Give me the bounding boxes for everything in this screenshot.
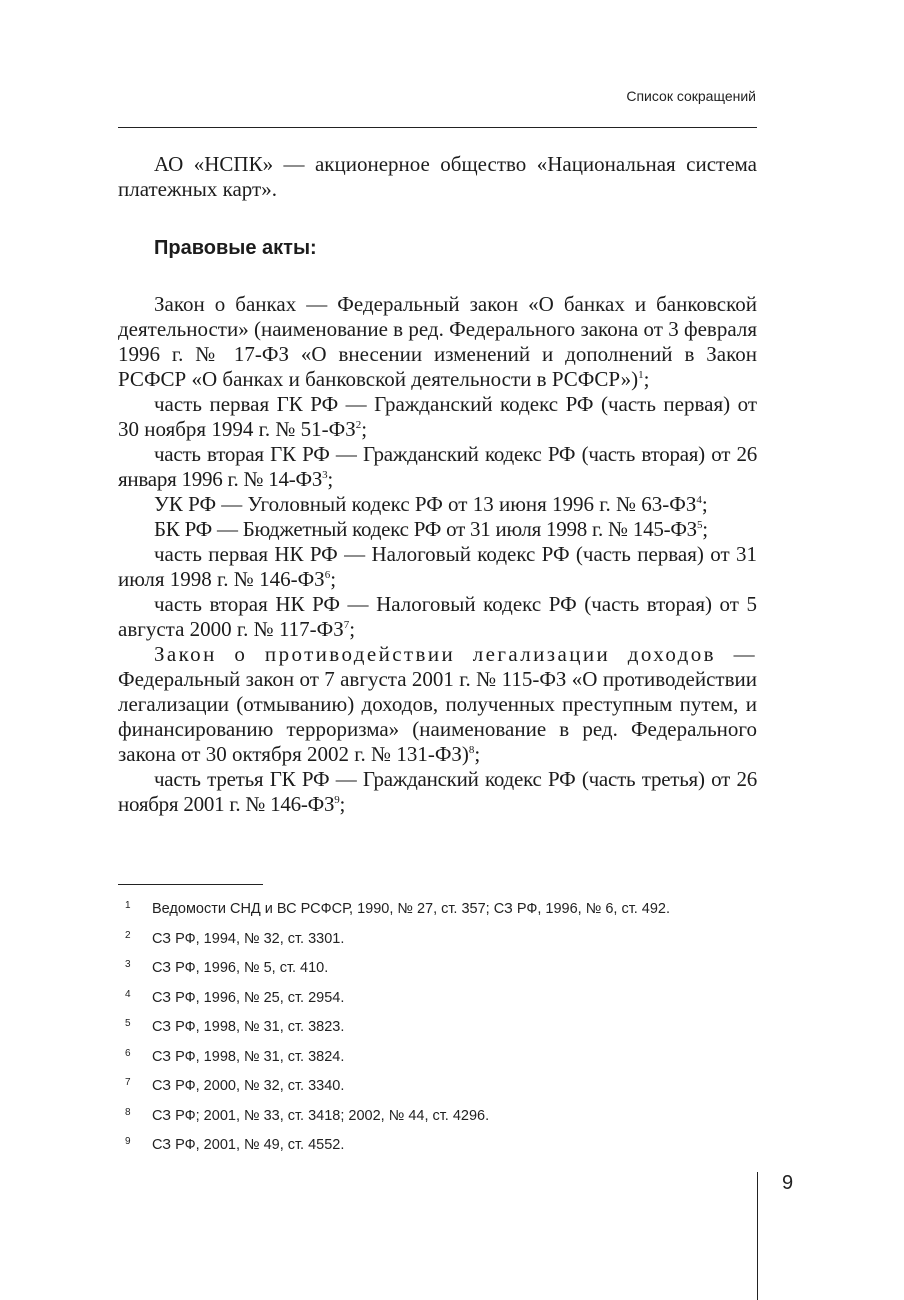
entry-tail: ; bbox=[339, 792, 346, 816]
main-text bbox=[118, 152, 757, 817]
entry-tax-code-part-1 bbox=[118, 542, 757, 592]
footnote-ref: 8 bbox=[468, 744, 475, 756]
footnote-ref: 7 bbox=[343, 619, 350, 631]
footnote-text: СЗ РФ, 2001, № 49, ст. 4552. bbox=[152, 1137, 345, 1153]
entry-text: БК РФ — Бюджетный кодекс РФ от 31 июля 1998 г. № 145-ФЗ bbox=[154, 517, 697, 541]
footnote-text: СЗ РФ, 1998, № 31, ст. 3823. bbox=[152, 1019, 345, 1035]
footnote-ref: 4 bbox=[696, 494, 702, 506]
entry-tail: ; bbox=[349, 617, 356, 641]
footnote bbox=[118, 898, 757, 928]
footnote-number: 6 bbox=[125, 1047, 131, 1059]
footnote-ref: 2 bbox=[355, 419, 362, 431]
entry-tail: ; bbox=[643, 367, 650, 391]
entry-tax-code-part-2 bbox=[118, 592, 757, 642]
footnote bbox=[118, 957, 757, 987]
footnote bbox=[118, 987, 757, 1017]
footnote-text: СЗ РФ, 1996, № 25, ст. 2954. bbox=[152, 989, 345, 1006]
page-number: 9 bbox=[782, 1172, 794, 1194]
entry-text: Закон о банках — Федеральный закон «О банках и банковской деятельности» (наименование в ред. Федерального закона от 3 февраля 1996 г. № 17-ФЗ «О внесении изменений и дополнений в Закон РСФСР «О банках и банковской деятельности в РСФСР») bbox=[118, 292, 757, 391]
entry-civil-code-part-2 bbox=[118, 442, 757, 492]
footnote-number: 9 bbox=[125, 1136, 131, 1147]
footnote-number: 2 bbox=[125, 929, 131, 941]
footnote-ref: 5 bbox=[696, 519, 703, 531]
footnote-text: СЗ РФ, 2000, № 32, ст. 3340. bbox=[152, 1078, 345, 1094]
footnote bbox=[118, 1105, 757, 1135]
entry-tail: ; bbox=[701, 492, 708, 516]
running-header: Список сокращений bbox=[626, 88, 756, 104]
footnote-text: СЗ РФ, 1996, № 5, ст. 410. bbox=[152, 960, 329, 976]
footnote bbox=[118, 1046, 757, 1076]
footnote-text: СЗ РФ; 2001, № 33, ст. 3418; 2002, № 44, ст. 4296. bbox=[152, 1107, 490, 1124]
footnote-number: 3 bbox=[125, 959, 131, 970]
footnote-text: Ведомости СНД и ВС РСФСР, 1990, № 27, ст. 357; СЗ РФ, 1996, № 6, ст. 492. bbox=[152, 901, 671, 917]
footnote-separator bbox=[118, 884, 263, 885]
entry-tail: ; bbox=[361, 417, 368, 441]
footnote bbox=[118, 928, 757, 958]
entry-text-spaced: Закон о противодействии легализации доходов — bbox=[154, 642, 757, 666]
entry-tail: ; bbox=[330, 567, 337, 591]
entry-text: часть первая ГК РФ — Гражданский кодекс РФ (часть первая) от 30 ноября 1994 г. № 51-ФЗ bbox=[118, 392, 757, 441]
footnote-ref: 3 bbox=[322, 469, 328, 481]
footnote-ref: 9 bbox=[334, 794, 340, 806]
entry-text: часть вторая ГК РФ — Гражданский кодекс РФ (часть вторая) от 26 января 1996 г. № 14-ФЗ bbox=[118, 442, 757, 491]
footnote-ref: 6 bbox=[324, 569, 331, 581]
footnote-number: 4 bbox=[125, 988, 131, 1000]
entry-anti-money-laundering-law bbox=[118, 642, 757, 767]
footnote-text: СЗ РФ, 1998, № 31, ст. 3824. bbox=[152, 1048, 345, 1065]
entry-tail: ; bbox=[702, 517, 708, 541]
page-number-rule bbox=[757, 1172, 758, 1300]
entry-civil-code-part-1 bbox=[118, 392, 757, 442]
entry-text: часть вторая НК РФ — Налоговый кодекс РФ (часть вторая) от 5 августа 2000 г. № 117-ФЗ bbox=[118, 592, 757, 641]
entry-bank-law bbox=[118, 292, 757, 392]
footnote-number: 7 bbox=[125, 1077, 131, 1088]
footnote-number: 1 bbox=[125, 900, 131, 911]
entry-text: Федеральный закон от 7 августа 2001 г. № 115-ФЗ «О противодействии легализации (отмыванию) доходов, полученных преступным путем, и финансированию терроризма» (наименование в ред. Федерального закона от 30 октября 2002 г. № 131-ФЗ) bbox=[118, 667, 757, 766]
entry-budget-code bbox=[118, 517, 757, 542]
footnote-number: 8 bbox=[125, 1106, 131, 1118]
footnote-number: 5 bbox=[125, 1018, 131, 1029]
header-rule bbox=[118, 127, 757, 128]
footnote bbox=[118, 1134, 757, 1164]
entry-criminal-code bbox=[118, 492, 757, 517]
entry-text: УК РФ — Уголовный кодекс РФ от 13 июня 1996 г. № 63-ФЗ bbox=[154, 492, 697, 516]
section-heading: Правовые акты: bbox=[154, 237, 317, 259]
footnotes bbox=[118, 898, 757, 1164]
entry-tail: ; bbox=[474, 742, 481, 766]
entry-civil-code-part-3 bbox=[118, 767, 757, 817]
entry-text: часть первая НК РФ — Налоговый кодекс РФ (часть первая) от 31 июля 1998 г. № 146-ФЗ bbox=[118, 542, 757, 591]
intro-paragraph: АО «НСПК» — акционерное общество «Национальная система платежных карт». bbox=[118, 152, 757, 201]
footnote-text: СЗ РФ, 1994, № 32, ст. 3301. bbox=[152, 930, 345, 947]
footnote-ref: 1 bbox=[638, 369, 644, 381]
entry-tail: ; bbox=[327, 467, 333, 491]
entry-text: часть третья ГК РФ — Гражданский кодекс РФ (часть третья) от 26 ноября 2001 г. № 146-ФЗ bbox=[118, 767, 757, 816]
footnote bbox=[118, 1075, 757, 1105]
footnote bbox=[118, 1016, 757, 1046]
